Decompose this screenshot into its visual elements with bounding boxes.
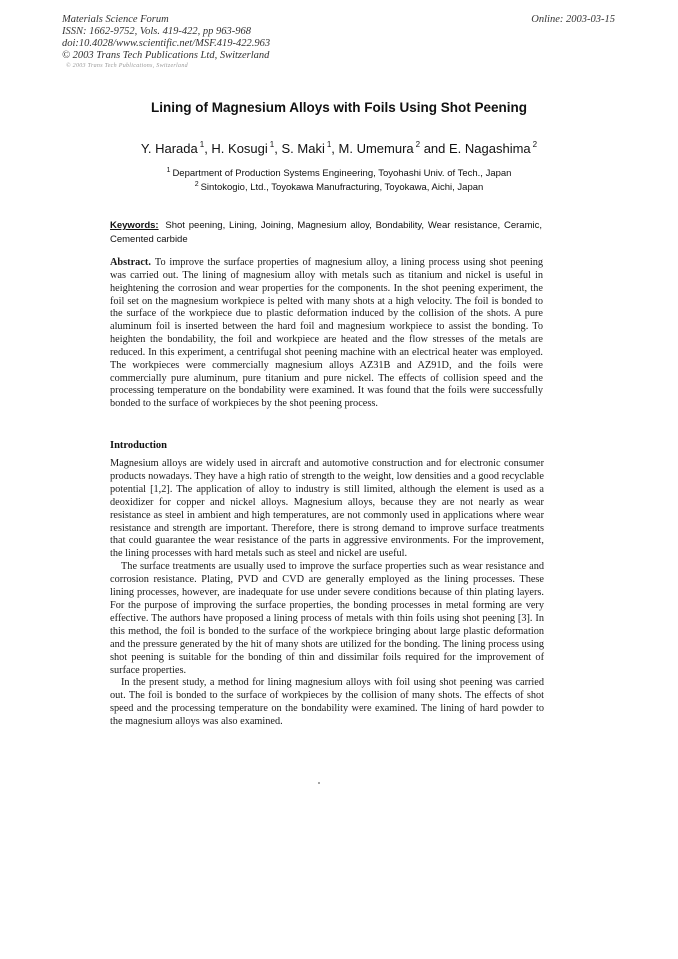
author: M. Umemura $^2$	[338, 140, 421, 156]
keywords-block	[110, 219, 542, 247]
doi-link[interactable]: doi:10.4028/www.scientific.net/MSF.419-422.963	[62, 38, 271, 49]
keywords-text: Shot peening, Lining, Joining, Magnesium alloy, Bondability, Wear resistance, Ceramic, Cemented carbide	[110, 220, 542, 245]
abstract-block	[110, 257, 543, 411]
intro-paragraph: In the present study, a method for lining magnesium alloys with foil using shot peening was carried out. The foil is bonded to the surface of workpieces by the collision of many shots. The effects of shot speed and the processing temperature on the bondability were examined. The lining of hard powder to the magnesium alloys was also examined.	[110, 677, 544, 728]
author: E. Nagashima $^2$	[449, 140, 538, 156]
copyright-line: © 2003 Trans Tech Publications Ltd, Switzerland	[62, 50, 270, 61]
paper-title: Lining of Magnesium Alloys with Foils Using Shot Peening	[150, 100, 527, 115]
faint-copyright-line: © 2003 Trans Tech Publications, Switzerland	[66, 63, 188, 69]
affiliation-1: $^1$ Department of Production Systems Engineering, Toyohashi Univ. of Tech., Japan	[166, 167, 512, 179]
author-list: Y. Harada $^1$, H. Kosugi $^1$, S. Maki $^1$, M. Umemura $^2$ and E. Nagashima $^2$	[140, 140, 538, 156]
author: H. Kosugi $^1$	[211, 140, 275, 156]
author: Y. Harada $^1$	[140, 140, 205, 156]
abstract-label: Abstract.	[110, 257, 151, 268]
online-date: Online: 2003-03-15	[531, 14, 615, 25]
issn-line: ISSN: 1662-9752, Vols. 419-422, pp 963-968	[62, 26, 251, 37]
introduction-body	[110, 458, 544, 729]
author: S. Maki $^1$	[281, 140, 332, 156]
affiliation-2: $^2$ Sintokogio, Ltd., Toyokawa Manufracturing, Toyokawa, Aichi, Japan	[194, 181, 484, 193]
abstract-text: To improve the surface properties of magnesium alloy, a lining process using shot peening was carried out. The lining of magnesium alloy with metals such as titanium and nickel is useful in heightening the corrosion and wear properties for the components. In the shot peening experiment, the foil set on the magnesium workpiece is pelted with many shots at a high velocity. The foil is bonded to the surface of the workpiece due to plastic deformation induced by the collision of the shots. A pure aluminum foil is inserted between the hard foil and magnesium workpiece to assist the bonding. To heighten the bondability, the foil and workpiece are heated and the flow stresses of the metals are reduced. In this experiment, a centrifugal shot peening machine with an electrical heater was employed. The workpieces were commercially magnesium alloys AZ31B and AZ91D, and the foils were commercially pure aluminum, pure titanium and pure nickel. The effects of collision speed and the processing temperature on the bondability were examined. It was found that the foils were successfully bonded to the surface of workpieces by the shot peening process.	[110, 257, 543, 410]
intro-paragraph: The surface treatments are usually used to improve the surface properties such as wear resistance and corrosion resistance. Plating, PVD and CVD are generally employed as the lining processes. These lining processes, however, are inadequate for use under severe conditions because of thin plating layers. For the purpose of improving the surface properties, the bonding processes in metal forming are very effective. The authors have proposed a lining process of metals with thin foils using shot peening [3]. In this method, the foil is bonded to the surface of the workpiece bringing about large plastic deformation and the pressure generated by the hit of many shots are utilized for the bonding. The lining process using shot peening is suitable for the bonding of thin and dissimilar foils required for the improvement of surface properties.	[110, 561, 544, 676]
journal-name: Materials Science Forum	[62, 14, 169, 25]
introduction-heading: Introduction	[110, 440, 167, 451]
scan-speck	[318, 782, 320, 784]
keywords-label: Keywords:	[110, 220, 159, 231]
intro-paragraph: Magnesium alloys are widely used in aircraft and automotive construction and for electronic consumer products nowadays. They have a high ratio of strength to the weight, low densities and a good recyclable potential [1,2]. The application of alloy to industry is still limited, although the element is used as a deoxidizer for copper and nickel alloys. Magnesium alloys, because they are not nearly as wear resistance as steel in ambient and high temperatures, are not commonly used in applications where wear resistance and strength are important. Therefore, there is strong demand to improve surface treatments that could guarantee the wear resistance of the parts in aggressive environments. For the improvement, the lining processes with hard metals such as steel and nickel are useful.	[110, 458, 544, 560]
publication-meta	[62, 14, 270, 62]
